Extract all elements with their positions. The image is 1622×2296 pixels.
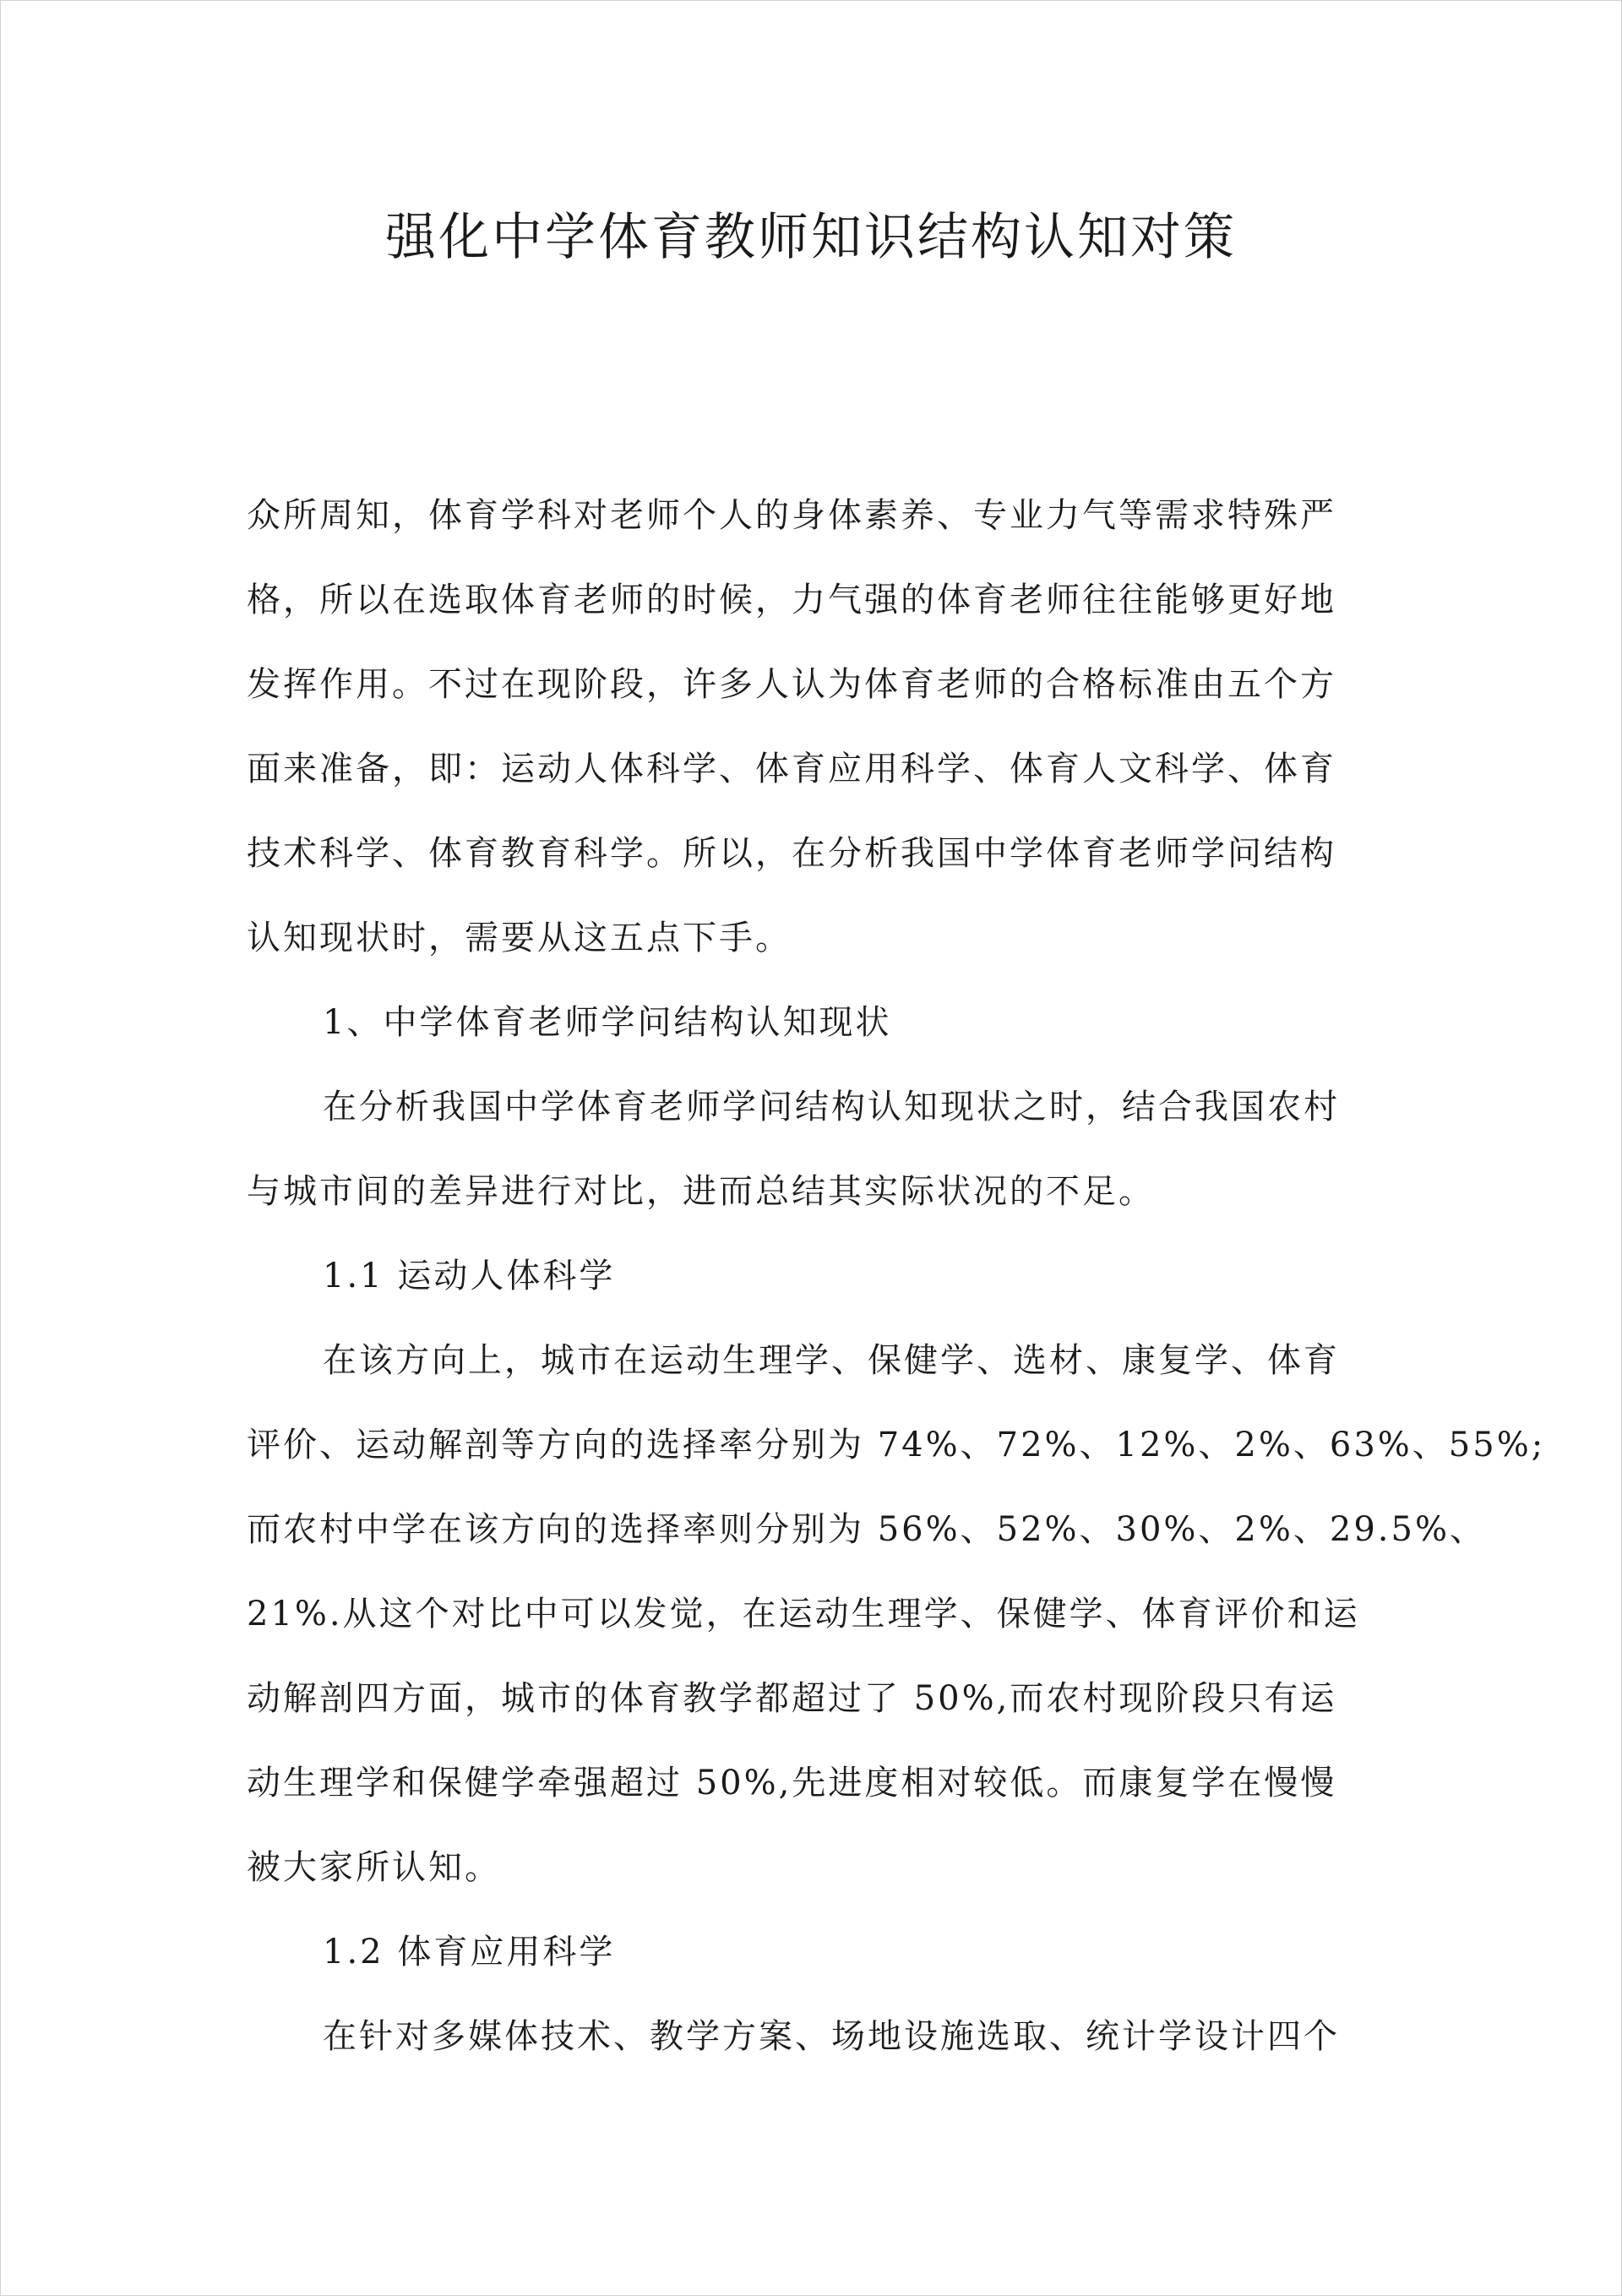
- body-line: 技术科学、体育教育科学。所以，在分析我国中学体育老师学问结构: [247, 834, 1336, 873]
- body-line: 而农村中学在该方向的选择率则分别为 56%、52%、30%、2%、29.5%、: [247, 1510, 1486, 1549]
- body-line: 动生理学和保健学牵强超过 50%,先进度相对较低。而康复学在慢慢: [247, 1764, 1337, 1802]
- body-line: 被大家所认知。: [247, 1848, 501, 1887]
- subsection-heading: 1.2 体育应用科学: [323, 1933, 616, 1972]
- body-line: 在该方向上，城市在运动生理学、保健学、选材、康复学、体育: [323, 1341, 1340, 1380]
- body-line: 发挥作用。不过在现阶段，许多人认为体育老师的合格标准由五个方: [247, 665, 1336, 704]
- section-heading: 1、中学体育老师学问结构认知现状: [323, 1003, 892, 1042]
- body-line: 在分析我国中学体育老师学问结构认知现状之时，结合我国农村: [323, 1088, 1340, 1126]
- document-title: 强化中学体育教师知识结构认知对策: [385, 208, 1237, 267]
- body-line: 众所周知，体育学科对老师个人的身体素养、专业力气等需求特殊严: [247, 496, 1336, 535]
- body-line: 与城市间的差异进行对比，进而总结其实际状况的不足。: [247, 1172, 1155, 1211]
- body-line: 21%.从这个对比中可以发觉，在运动生理学、保健学、体育评价和运: [247, 1595, 1360, 1633]
- body-line: 认知现状时，需要从这五点下手。: [247, 919, 792, 957]
- body-line: 面来准备，即：运动人体科学、体育应用科学、体育人文科学、体育: [247, 750, 1336, 788]
- subsection-heading: 1.1 运动人体科学: [323, 1257, 616, 1295]
- body-line: 评价、运动解剖等方向的选择率分别为 74%、72%、12%、2%、63%、55%;: [247, 1426, 1546, 1464]
- body-line: 格，所以在选取体育老师的时候，力气强的体育老师往往能够更好地: [247, 581, 1336, 619]
- body-line: 在针对多媒体技术、教学方案、场地设施选取、统计学设计四个: [323, 2017, 1340, 2056]
- document-body: [247, 473, 1546, 2079]
- body-line: 动解剖四方面，城市的体育教学都超过了 50%,而农村现阶段只有运: [247, 1679, 1337, 1718]
